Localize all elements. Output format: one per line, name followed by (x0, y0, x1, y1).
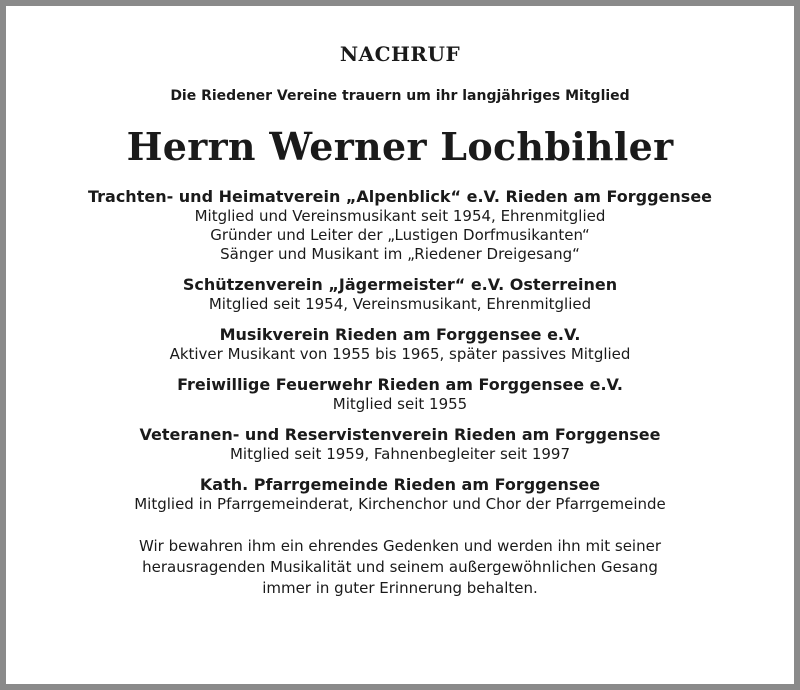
organization-name: Schützenverein „Jägermeister“ e.V. Osterreinen (182, 275, 618, 294)
organization-detail: Aktiver Musikant von 1955 bis 1965, später passives Mitglied (169, 345, 631, 363)
organization-block (12, 275, 788, 314)
organization-detail: Sänger und Musikant im „Riedener Dreigesang“ (220, 245, 580, 263)
organization-detail: Mitglied in Pfarrgemeinderat, Kirchenchor und Chor der Pfarrgemeinde (134, 495, 666, 513)
organization-detail: Gründer und Leiter der „Lustigen Dorfmusikanten“ (210, 226, 590, 244)
organization-detail: Mitglied seit 1954, Vereinsmusikant, Ehrenmitglied (208, 295, 592, 313)
heading: NACHRUF (339, 42, 461, 66)
organization-name: Freiwillige Feuerwehr Rieden am Forggensee e.V. (177, 375, 623, 394)
organization-name: Veteranen- und Reservistenverein Rieden am Forggensee (139, 425, 661, 444)
organization-block (12, 187, 788, 264)
organization-name: Musikverein Rieden am Forggensee e.V. (219, 325, 581, 344)
organization-name: Kath. Pfarrgemeinde Rieden am Forggensee (199, 475, 601, 494)
organization-block (12, 425, 788, 464)
deceased-name: Herrn Werner Lochbihler (126, 124, 674, 169)
organization-detail: Mitglied seit 1959, Fahnenbegleiter seit 1997 (229, 445, 571, 463)
closing-line: Wir bewahren ihm ein ehrendes Gedenken und werden ihn mit seiner (138, 537, 661, 555)
organization-detail: Mitglied seit 1955 (332, 395, 468, 413)
obituary-content (12, 12, 788, 678)
organization-detail: Mitglied und Vereinsmusikant seit 1954, Ehrenmitglied (194, 207, 606, 225)
organizations-list (12, 187, 788, 514)
closing-line: herausragenden Musikalität und seinem außergewöhnlichen Gesang (142, 558, 658, 576)
organization-block (12, 375, 788, 414)
organization-block (12, 325, 788, 364)
closing-line: immer in guter Erinnerung behalten. (262, 579, 538, 597)
intro-text: Die Riedener Vereine trauern um ihr langjähriges Mitglied (170, 88, 630, 104)
organization-name: Trachten- und Heimatverein „Alpenblick“ e.V. Rieden am Forggensee (87, 187, 713, 206)
organization-block (12, 475, 788, 514)
closing-text (12, 536, 788, 599)
